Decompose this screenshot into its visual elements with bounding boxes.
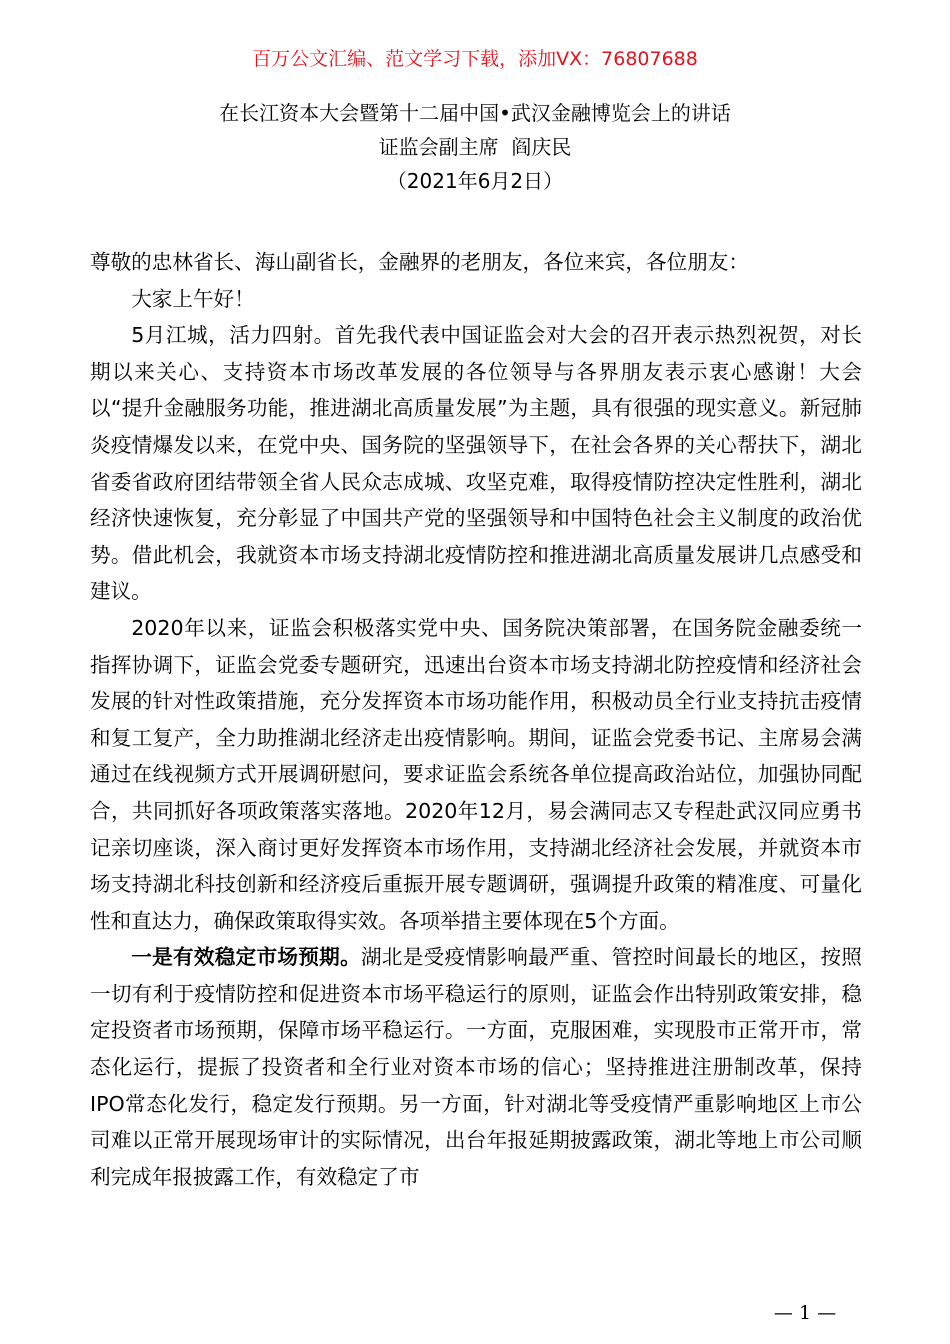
- salutation: 尊敬的忠林省长、海山副省长，金融界的老朋友，各位来宾，各位朋友：: [90, 250, 749, 274]
- speaker-line: 证监会副主席 阎庆民: [378, 135, 572, 159]
- title-block: [0, 96, 950, 198]
- paragraph-1: 5月江城，活力四射。首先我代表中国证监会对大会的召开表示热烈祝贺，对长期以来关心、支持资本市场改革发展的各位领导与各界朋友表示衷心感谢！大会以“提升金融服务功能，推进湖北高质量发展”为主题，具有很强的现实意义。新冠肺炎疫情爆发以来，在党中央、国务院的坚强领导下，在社会各界的关心帮扶下，湖北省委省政府团结带领全省人民众志成城、攻坚克难，取得疫情防控决定性胜利，湖北经济快速恢复，充分彰显了中国共产党的坚强领导和中国特色社会主义制度的政治优势。借此机会，我就资本市场支持湖北疫情防控和推进湖北高质量发展讲几点感受和建议。: [90, 323, 862, 604]
- paragraph-3: [90, 939, 862, 1195]
- page-number: — 1 —: [773, 1302, 837, 1324]
- paragraph-2: 2020年以来，证监会积极落实党中央、国务院决策部署，在国务院金融委统一指挥协调下，证监会党委专题研究，迅速出台资本市场支持湖北防控疫情和经济社会发展的针对性政策措施，充分发挥资本市场功能作用，积极动员全行业支持抗击疫情和复工复产，全力助推湖北经济走出疫情影响。期间，证监会党委书记、主席易会满通过在线视频方式开展调研慰问，要求证监会系统各单位提高政治站位，加强协同配合，共同抓好各项政策落实落地。2020年12月，易会满同志又专程赴武汉同应勇书记亲切座谈，深入商讨更好发挥资本市场作用，支持湖北经济社会发展，并就资本市场支持湖北科技创新和经济疫后重振开展专题调研，强调提升政策的精准度、可量化性和直达力，确保政策取得实效。各项举措主要体现在5个方面。: [90, 615, 862, 933]
- paragraph-3-text: 湖北是受疫情影响最严重、管控时间最长的地区，按照一切有利于疫情防控和促进资本市场平稳运行的原则，证监会作出特别政策安排，稳定投资者市场预期，保障市场平稳运行。一方面，克服困难，实现股市正常开市，常态化运行，提振了投资者和全行业对资本市场的信心；坚持推进注册制改革，保持IPO常态化发行，稳定发行预期。另一方面，针对湖北等受疫情严重影响地区上市公司难以正常开展现场审计的实际情况，出台年报延期披露政策，湖北等地上市公司顺利完成年报披露工作，有效稳定了市: [90, 945, 863, 1189]
- speech-title: 在长江资本大会暨第十二届中国•武汉金融博览会上的讲话: [219, 101, 731, 125]
- speech-date: （2021年6月2日）: [386, 169, 564, 193]
- watermark-banner: 百万公文汇编、范文学习下载，添加VX：76807688: [252, 48, 698, 70]
- speech-body: [90, 244, 862, 1195]
- greeting: 大家上午好！: [131, 286, 255, 311]
- paragraph-3-heading: 一是有效稳定市场预期。: [131, 945, 361, 970]
